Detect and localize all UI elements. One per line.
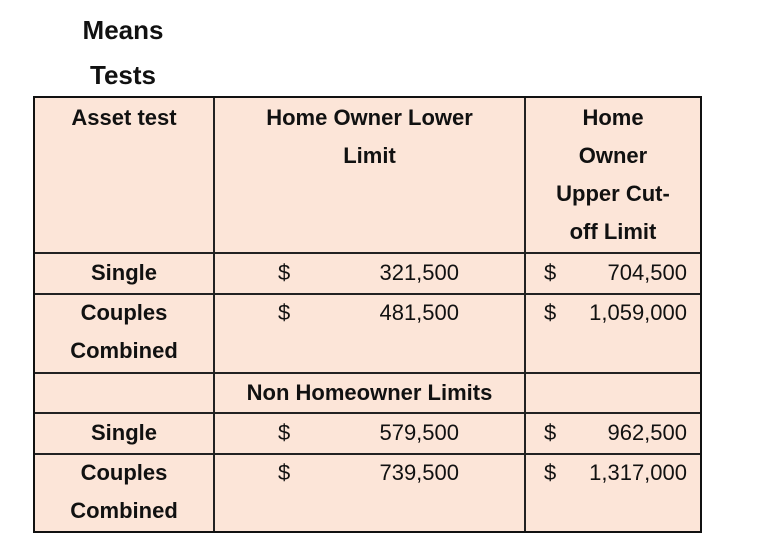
row-label-line-2: Combined bbox=[70, 498, 178, 523]
row-label-line-1: Couples bbox=[80, 460, 168, 485]
lower-value: 321,500 bbox=[379, 260, 459, 285]
upper-currency: $ bbox=[544, 300, 557, 325]
means-tests-title bbox=[60, 8, 186, 98]
section-label: Non Homeowner Limits bbox=[246, 380, 493, 405]
header-upper-limit bbox=[526, 99, 700, 251]
lower-currency: $ bbox=[278, 420, 291, 445]
row-label bbox=[35, 454, 213, 530]
header-upper-limit-line-2: Owner bbox=[578, 143, 648, 168]
upper-value: 962,500 bbox=[607, 420, 687, 445]
lower-currency: $ bbox=[278, 460, 291, 485]
lower-value: 739,500 bbox=[379, 460, 459, 485]
header-upper-limit-line-3: Upper Cut- bbox=[556, 181, 670, 206]
upper-currency: $ bbox=[544, 260, 557, 285]
header-upper-limit-line-1: Home bbox=[582, 105, 644, 130]
row-label-line-1: Single bbox=[90, 420, 157, 445]
row-label-line-1: Couples bbox=[80, 300, 168, 325]
lower-value: 579,500 bbox=[379, 420, 459, 445]
header-lower-limit bbox=[215, 99, 524, 175]
header-upper-limit-line-4: off Limit bbox=[569, 219, 657, 244]
upper-value: 704,500 bbox=[607, 260, 687, 285]
header-lower-limit-line-2: Limit bbox=[343, 143, 396, 168]
row-label bbox=[35, 294, 213, 370]
row-label bbox=[35, 254, 213, 292]
header-asset-test-label: Asset test bbox=[71, 105, 177, 130]
upper-currency: $ bbox=[544, 460, 557, 485]
lower-value: 481,500 bbox=[379, 300, 459, 325]
lower-currency: $ bbox=[278, 260, 291, 285]
row-label bbox=[35, 414, 213, 452]
title-line-1: Means bbox=[82, 15, 164, 45]
row-label-line-2: Combined bbox=[70, 338, 178, 363]
upper-value: 1,317,000 bbox=[589, 460, 687, 485]
header-asset-test bbox=[35, 99, 213, 137]
title-line-2: Tests bbox=[90, 60, 156, 90]
upper-currency: $ bbox=[544, 420, 557, 445]
lower-currency: $ bbox=[278, 300, 291, 325]
means-tests-table bbox=[33, 96, 702, 533]
upper-value: 1,059,000 bbox=[589, 300, 687, 325]
row-label-line-1: Single bbox=[90, 260, 157, 285]
header-lower-limit-line-1: Home Owner Lower bbox=[266, 105, 473, 130]
